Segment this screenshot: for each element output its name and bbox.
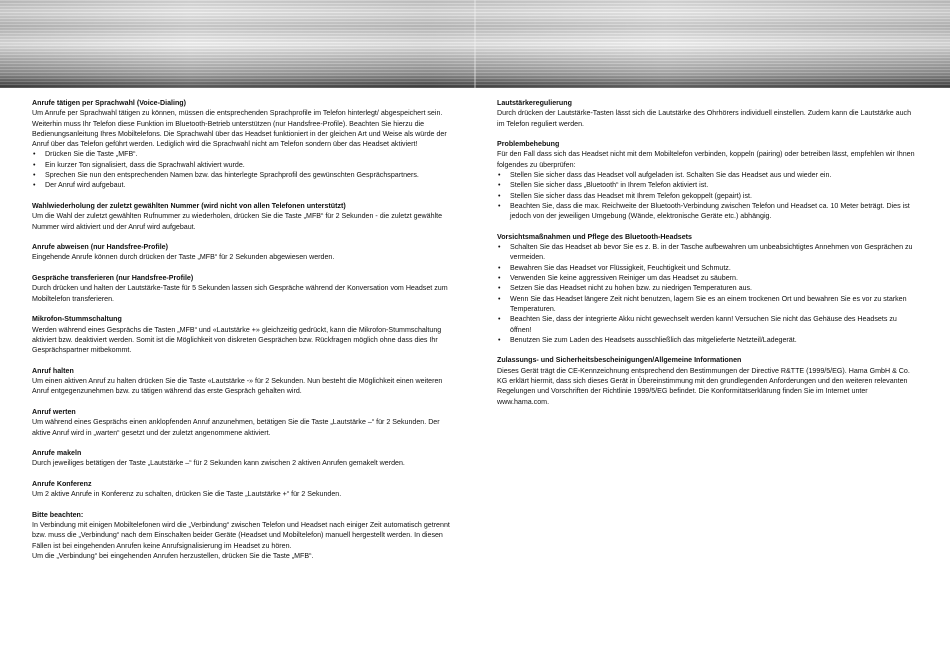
section-paragraph: Um die „Verbindung“ bei eingehenden Anrufen herzustellen, drücken Sie die Taste „MFB“.: [32, 552, 314, 561]
section-heading: Gespräche transferieren (nur Handsfree-Profile): [32, 274, 194, 283]
section: [497, 98, 915, 129]
section-heading: Anrufe abweisen (nur Handsfree-Profile): [32, 243, 168, 252]
section: [32, 314, 460, 355]
bullet-item: • Setzen Sie das Headset nicht zu hohen bzw. zu niedrigen Temperaturen aus.: [497, 283, 915, 293]
section: [497, 355, 915, 406]
section-heading: Anrufe makeln: [32, 449, 82, 458]
section: [32, 201, 460, 232]
section-paragraph: Werden während eines Gesprächs die Tasten „MFB“ und «Lautstärke +» gleichzeitig gedrückt, kann die Mikrofon-Stummschaltung aktiviert bzw. deaktiviert werden. Somit ist die Möglichkeit von diskreten Gesprächen bzw. Rückfragen möglich ohne dass dies Ihr Gesprächspartner mitbekommt.: [32, 325, 442, 355]
bullet-item: • Stellen Sie sicher dass das Headset voll aufgeladen ist. Schalten Sie das Headset aus und wieder ein.: [497, 170, 915, 180]
bullet-item: • Drücken Sie die Taste „MFB“.: [32, 149, 460, 159]
section-paragraph: Eingehende Anrufe können durch drücken der Taste „MFB“ für 2 Sekunden abgewiesen werden.: [32, 253, 335, 262]
header-divider: [474, 0, 476, 88]
section: [32, 448, 460, 469]
section-paragraph: Um einen aktiven Anruf zu halten drücken Sie die Taste «Lautstärke -» für 2 Sekunden. Nun besteht die Möglichkeit einen weiteren Anruf entgegenzunehmen bzw. zu tätigen während das erste Gespräch gehalten wird.: [32, 377, 443, 396]
section-paragraph: Durch jeweiliges betätigen der Taste „Lautstärke –“ für 2 Sekunden kann zwischen 2 aktiven Anrufen gemakelt werden.: [32, 459, 405, 468]
bullet-item: • Schalten Sie das Headset ab bevor Sie es z. B. in der Tasche aufbewahren um unbeabsichtigtes Annehmen von Gesprächen zu vermeiden.: [497, 242, 915, 263]
section-paragraph: Dieses Gerät trägt die CE-Kennzeichnung entsprechend den Bestimmungen der Directive R&TTE (1999/5/EG). Hama GmbH & Co. KG erklärt hiermit, dass sich dieses Gerät in Übereinstimmung mit den grundlegenden Anforderungen und den weiteren relevanten Regelungen und Vorschriften der Richtlinie 1999/5/EG befindet. Die Konformitätserklärung finden Sie im Internet unter www.hama.com.: [497, 366, 910, 406]
bullet-item: • Sprechen Sie nun den entsprechenden Namen bzw. das hinterlegte Sprachprofil des gewünschten Gesprächspartners.: [32, 170, 460, 180]
section: [32, 479, 460, 500]
section-paragraph: In Verbindung mit einigen Mobiltelefonen wird die „Verbindung“ zwischen Telefon und Headset nach einiger Zeit automatisch getrennt bzw. muss die „Verbindung“ nach dem Einschalten beider Geräte (Headset und Mobiltelefon) manuell hergestellt werden. In diesen Fällen ist bei eingehenden Anrufen keine Anrufsignalisierung im Headset zu hören.: [32, 521, 450, 550]
bullet-list: [497, 170, 915, 221]
bullet-item: • Ein kurzer Ton signalisiert, dass die Sprachwahl aktiviert wurde.: [32, 160, 460, 170]
left-column: [32, 98, 460, 572]
bullet-item: • Bewahren Sie das Headset vor Flüssigkeit, Feuchtigkeit und Schmutz.: [497, 263, 915, 273]
section-paragraph: Durch drücken der Lautstärke-Tasten lässt sich die Lautstärke des Ohrhörers individuell einstellen. Zudem kann die Lautstärke auch im Telefon reguliert werden.: [497, 109, 912, 128]
section: [32, 98, 460, 191]
section: [497, 232, 915, 345]
section-heading: Zulassungs- und Sicherheitsbescheinigungen/Allgemeine Informationen: [497, 356, 742, 365]
section: [32, 407, 460, 438]
section-heading: Problembehebung: [497, 140, 560, 149]
section: [32, 510, 460, 561]
section: [497, 139, 915, 221]
brushed-metal-header: [0, 0, 950, 88]
section-paragraph: Um Anrufe per Sprachwahl tätigen zu können, müssen die entsprechenden Sprachprofile im Telefon hinterlegt/ abgespeichert sein. Weiterhin muss Ihr Telefon diese Funktion im Bluetooth-Betrieb unterstützen (nur Handsfree-Profile). Beachten Sie hierzu die Bedienungsanleitung Ihres Mobiltelefons. Die Sprachwahl über das Headset funktioniert in der gleichen Art und Weise als würde der Anruf über das Telefon geführt werden. Lediglich wird die Sprachwahl nicht am Telefon sondern über das Headset aktiviert!: [32, 109, 447, 149]
section-heading: Bitte beachten:: [32, 510, 84, 519]
section-heading: Anruf werten: [32, 407, 76, 416]
bullet-list: [497, 242, 915, 345]
section-paragraph: Durch drücken und halten der Lautstärke-Taste für 5 Sekunden lassen sich Gespräche während der Konversation vom Headset zum Mobiltelefon transferieren.: [32, 284, 448, 303]
section-heading: Wahlwiederholung der zuletzt gewählten Nummer (wird nicht von allen Telefonen unterstützt): [32, 201, 346, 210]
section: [32, 366, 460, 397]
bullet-item: • Verwenden Sie keine aggressiven Reiniger um das Headset zu säubern.: [497, 273, 915, 283]
section-heading: Mikrofon-Stummschaltung: [32, 315, 122, 324]
section-heading: Lautstärkeregulierung: [497, 99, 572, 107]
bullet-item: • Der Anruf wird aufgebaut.: [32, 180, 460, 190]
section-heading: Anrufe tätigen per Sprachwahl (Voice-Dialing): [32, 99, 186, 107]
bullet-item: • Beachten Sie, dass der integrierte Akku nicht gewechselt werden kann! Versuchen Sie nicht das Gehäuse des Headsets zu öffnen!: [497, 314, 915, 335]
bullet-item: • Beachten Sie, dass die max. Reichweite der Bluetooth-Verbindung zwischen Telefon und Headset ca. 10 Meter beträgt. Dies ist jedoch von der jeweiligen Umgebung (Wände, elektronische Geräte etc.) abhängig.: [497, 201, 915, 222]
section-paragraph: Für den Fall dass sich das Headset nicht mit dem Mobiltelefon verbinden, koppeln (pairing) oder betreiben lässt, empfehlen wir Ihnen folgendes zu überprüfen:: [497, 150, 915, 169]
section-paragraph: Um während eines Gesprächs einen anklopfenden Anruf anzunehmen, betätigen Sie die Taste „Lautstärke –“ für 2 Sekunden. Der aktive Anruf wird in „warten“ gesetzt und der zuletzt angenommene aktiviert.: [32, 418, 440, 437]
section: [32, 242, 460, 263]
right-column: [497, 98, 915, 417]
bullet-item: • Benutzen Sie zum Laden des Headsets ausschließlich das mitgelieferte Netzteil/Ladegerät.: [497, 335, 915, 345]
bullet-item: • Stellen Sie sicher dass das Headset mit Ihrem Telefon gekoppelt (gepairt) ist.: [497, 191, 915, 201]
bullet-item: • Wenn Sie das Headset längere Zeit nicht benutzen, lagern Sie es an einem trockenen Ort und bewahren Sie es vor zu starken Temperaturen.: [497, 294, 915, 315]
section: [32, 273, 460, 304]
section-heading: Anruf halten: [32, 366, 74, 375]
section-heading: Vorsichtsmaßnahmen und Pflege des Bluetooth-Headsets: [497, 232, 692, 241]
section-paragraph: Um 2 aktive Anrufe in Konferenz zu schalten, drücken Sie die Taste „Lautstärke +“ für 2 Sekunden.: [32, 490, 342, 499]
section-heading: Anrufe Konferenz: [32, 479, 92, 488]
bullet-item: • Stellen Sie sicher dass „Bluetooth“ in Ihrem Telefon aktiviert ist.: [497, 180, 915, 190]
section-paragraph: Um die Wahl der zuletzt gewählten Rufnummer zu wiederholen, drücken Sie die Taste „MFB“ für 2 Sekunden - die zuletzt gewählte Nummer wird aktiviert und der Anruf wird aufgebaut.: [32, 212, 443, 231]
bullet-list: [32, 149, 460, 190]
